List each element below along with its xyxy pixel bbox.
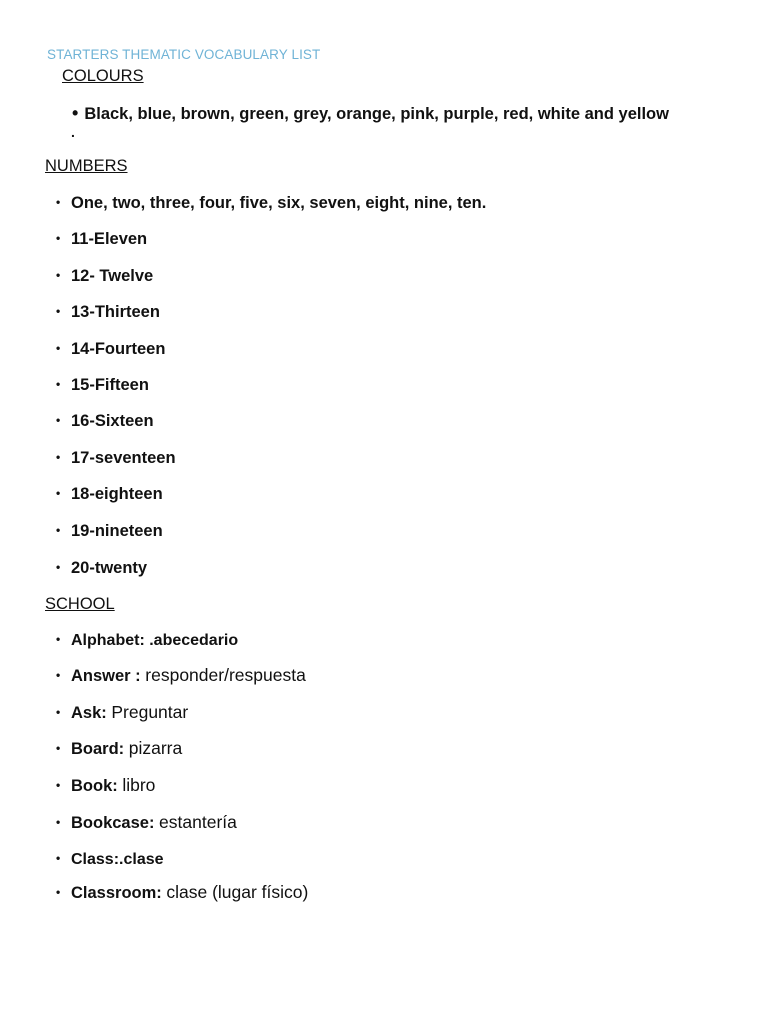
list-item [56, 848, 164, 869]
number-item-text: 20-twenty [71, 559, 148, 577]
list-item [56, 882, 308, 903]
bullet-icon: • [56, 705, 61, 719]
vocab-term: Book: [71, 777, 123, 795]
bullet-icon: • [56, 523, 61, 537]
bullet-icon: • [56, 268, 61, 282]
number-item-text: One, two, three, four, five, six, seven, eight, nine, ten. [71, 194, 487, 212]
bullet-icon: • [56, 413, 61, 427]
list-item [56, 485, 163, 504]
bullet-icon: • [72, 103, 79, 123]
vocab-definition: pizarra [128, 738, 183, 758]
list-item [56, 702, 188, 723]
vocab-term: Ask: [71, 704, 112, 722]
number-item-text: 17-seventeen [71, 449, 176, 467]
bullet-icon: • [56, 778, 61, 792]
vocab-definition: Preguntar [111, 702, 189, 722]
colours-list-item [72, 103, 669, 124]
section-heading-colours: COLOURS [62, 67, 144, 85]
bullet-icon: • [56, 304, 61, 318]
vocab-definition: clase (lugar físico) [166, 882, 309, 902]
vocab-term: Alphabet: .abecedario [71, 632, 239, 649]
bullet-icon: • [56, 668, 61, 682]
list-item [56, 559, 147, 578]
list-item [56, 775, 155, 796]
vocab-term: Classroom: [71, 884, 167, 902]
bullet-icon: • [56, 851, 61, 865]
vocab-term: Bookcase: [71, 814, 160, 832]
number-item-text: 19-nineteen [71, 522, 163, 540]
colours-text: Black, blue, brown, green, grey, orange, pink, purple, red, white and yellow [84, 105, 669, 123]
list-item [56, 267, 153, 286]
vocab-term: Answer : [71, 667, 146, 685]
vocab-term: Class:.clase [71, 851, 164, 868]
number-item-text: 18-eighteen [71, 485, 163, 503]
bullet-icon: • [56, 450, 61, 464]
section-heading-school: SCHOOL [45, 595, 115, 613]
stray-period: . [71, 124, 75, 140]
document-title: STARTERS THEMATIC VOCABULARY LIST [47, 47, 321, 62]
bullet-icon: • [56, 741, 61, 755]
list-item [56, 449, 176, 468]
vocab-term: Board: [71, 740, 129, 758]
bullet-icon: • [56, 560, 61, 574]
number-item-text: 14-Fourteen [71, 340, 166, 358]
list-item [56, 303, 160, 322]
number-item-text: 13-Thirteen [71, 303, 160, 321]
list-item [56, 629, 238, 650]
bullet-icon: • [56, 632, 61, 646]
list-item [56, 194, 486, 213]
number-item-text: 16-Sixteen [71, 412, 154, 430]
number-item-text: 15-Fifteen [71, 376, 149, 394]
number-item-text: 11-Eleven [71, 230, 148, 248]
vocab-definition: estantería [159, 812, 237, 832]
bullet-icon: • [56, 885, 61, 899]
list-item [56, 412, 154, 431]
list-item [56, 522, 163, 541]
bullet-icon: • [56, 486, 61, 500]
vocab-definition: responder/respuesta [145, 665, 306, 685]
bullet-icon: • [56, 815, 61, 829]
bullet-icon: • [56, 341, 61, 355]
list-item [56, 665, 306, 686]
list-item [56, 340, 165, 359]
list-item [56, 812, 237, 833]
bullet-icon: • [56, 377, 61, 391]
list-item [56, 738, 182, 759]
list-item [56, 230, 147, 249]
list-item [56, 376, 149, 395]
section-heading-numbers: NUMBERS [45, 157, 128, 175]
number-item-text: 12- Twelve [71, 267, 154, 285]
bullet-icon: • [56, 231, 61, 245]
bullet-icon: • [56, 195, 61, 209]
vocab-definition: libro [122, 775, 156, 795]
